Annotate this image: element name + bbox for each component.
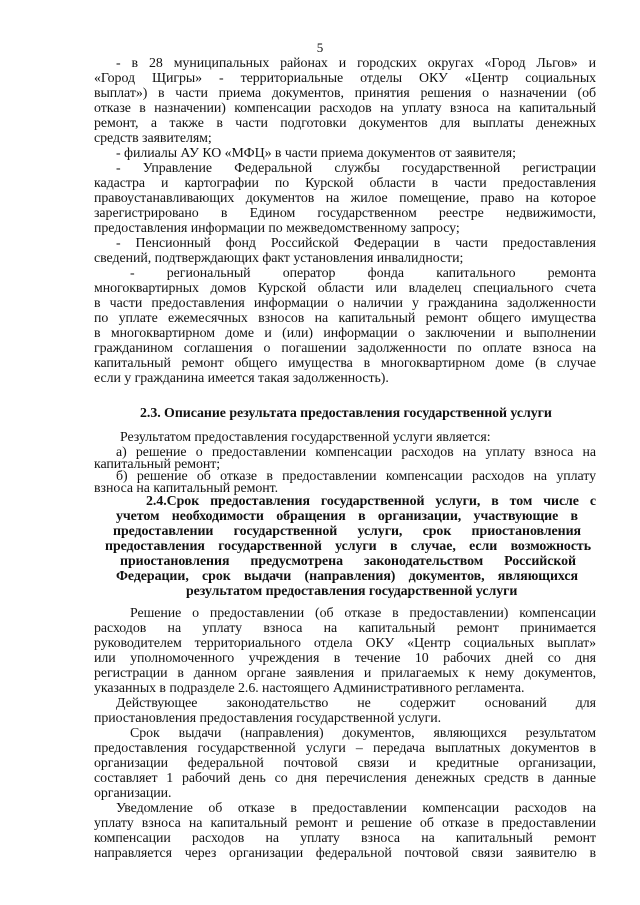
text-line: - Управление Федеральной службы государственной регистрации (116, 161, 596, 176)
text-line: «Город Щигры» - территориальные отделы ОКУ «Центр социальных (94, 71, 596, 86)
text-line: регистрации в данном органе заявления и прилагаемых к нему документов, (94, 666, 596, 681)
text-line: организации федеральной почтовой связи и кредитные организации, (94, 756, 596, 771)
text-line: - в 28 муниципальных районах и городских округах «Город Льгов» и (116, 56, 596, 71)
text-line: Уведомление об отказе в предоставлении компенсации расходов на (116, 801, 596, 816)
text-line: кадастра и картографии по Курской области в части предоставления (94, 176, 596, 191)
text-line: выплат») в части приема документов, принятия решения о назначении (об (94, 86, 596, 101)
text-line: зарегистрировано в Едином государственном реестре недвижимости, (94, 206, 596, 221)
text-line: в многоквартирном доме и (или) информации о заключении и выполнении (94, 326, 596, 341)
text-line: в части предоставления информации о наличии у гражданина задолженности (94, 296, 596, 311)
text-line: многоквартирных домов Курской области или владелец специального счета (94, 281, 596, 296)
text-line: направляется через организации федеральной почтовой связи заявителю в (94, 846, 596, 861)
text-line: уплату взноса на капитальный ремонт и решение об отказе в предоставлении (94, 816, 596, 831)
section-heading-line: результатом предоставления государственной услуги (186, 584, 518, 599)
text-line: - Пенсионный фонд Российской Федерации в части предоставления (116, 236, 596, 251)
text-line: Срок выдачи (направления) документов, являющихся результатом (130, 726, 596, 741)
text-line: расходов на уплату взноса на капитальный ремонт принимается (94, 621, 596, 636)
section-heading-line: Федерации, срок выдачи (направления) документов, являющихся (116, 569, 578, 584)
text-line: - региональный оператор фонда капитального ремонта (130, 266, 596, 281)
text-line: взноса на капитальный ремонт. (94, 481, 278, 496)
section-heading-line: предоставлении государственной услуги, срок приостановления (113, 524, 581, 539)
text-line: Решение о предоставлении (об отказе в предоставлении) компенсации (130, 606, 596, 621)
text-line: средств заявителям; (94, 131, 212, 146)
text-line: капитальный ремонт общего имущества в многоквартирном доме (в случае (94, 356, 596, 371)
text-line: Результатом предоставления государственной услуги является: (120, 430, 491, 445)
section-heading-line: приостановления предусмотрена законодательством Российской (120, 554, 576, 569)
text-line: сведений, подтверждающих факт установления инвалидности; (94, 251, 464, 266)
text-line: предоставления государственной услуги – передача выплатных документов в (94, 741, 596, 756)
text-line: по уплате ежемесячных взносов на капитальный ремонт общего имущества (94, 311, 596, 326)
text-line: Действующее законодательство не содержит оснований для (116, 696, 596, 711)
text-line: организации. (94, 786, 172, 801)
text-line: составляет 1 рабочий день со дня перечисления денежных средств в данные (94, 771, 596, 786)
text-line: компенсации расходов на уплату взноса на капитальный ремонт (94, 831, 596, 846)
section-heading: 2.3. Описание результата предоставления государственной услуги (140, 406, 552, 421)
text-line: - филиалы АУ КО «МФЦ» в части приема документов от заявителя; (116, 146, 516, 161)
text-line: отказе в назначении) компенсации расходов на уплату взноса на капитальный (94, 101, 596, 116)
text-line: гражданином соглашения о погашении задолженности по оплате взноса на (94, 341, 596, 356)
text-line: или уполномоченного учреждения в течение 10 рабочих дней со дня (94, 651, 596, 666)
text-line: б) решение об отказе в предоставлении компенсации расходов на уплату (116, 469, 596, 484)
text-line: если у гражданина имеется такая задолженность). (94, 371, 389, 386)
section-heading-line: 2.4.Срок предоставления государственной услуги, в том числе с (146, 494, 596, 509)
section-heading-line: учетом необходимости обращения в организации, участвующие в (116, 509, 578, 524)
text-line: правоустанавливающих документов на жилое помещение, право на которое (94, 191, 596, 206)
text-line: приостановления предоставления государственной услуги. (94, 711, 442, 726)
text-line: руководителем территориального отдела ОКУ «Центр социальных выплат» (94, 636, 596, 651)
section-heading-line: предоставления государственной услуги в случае, если возможность (105, 539, 591, 554)
text-line: предоставления информации по межведомственному запросу; (94, 221, 460, 236)
text-line: ремонт, а также в части подготовки документов для выплаты денежных (94, 116, 596, 131)
page-number: 5 (316, 40, 324, 55)
text-line: капитальный ремонт; (94, 457, 221, 472)
text-line: а) решение о предоставлении компенсации расходов на уплату взноса на (116, 445, 596, 460)
text-line: указанных в подразделе 2.6. настоящего Административного регламента. (94, 681, 525, 696)
